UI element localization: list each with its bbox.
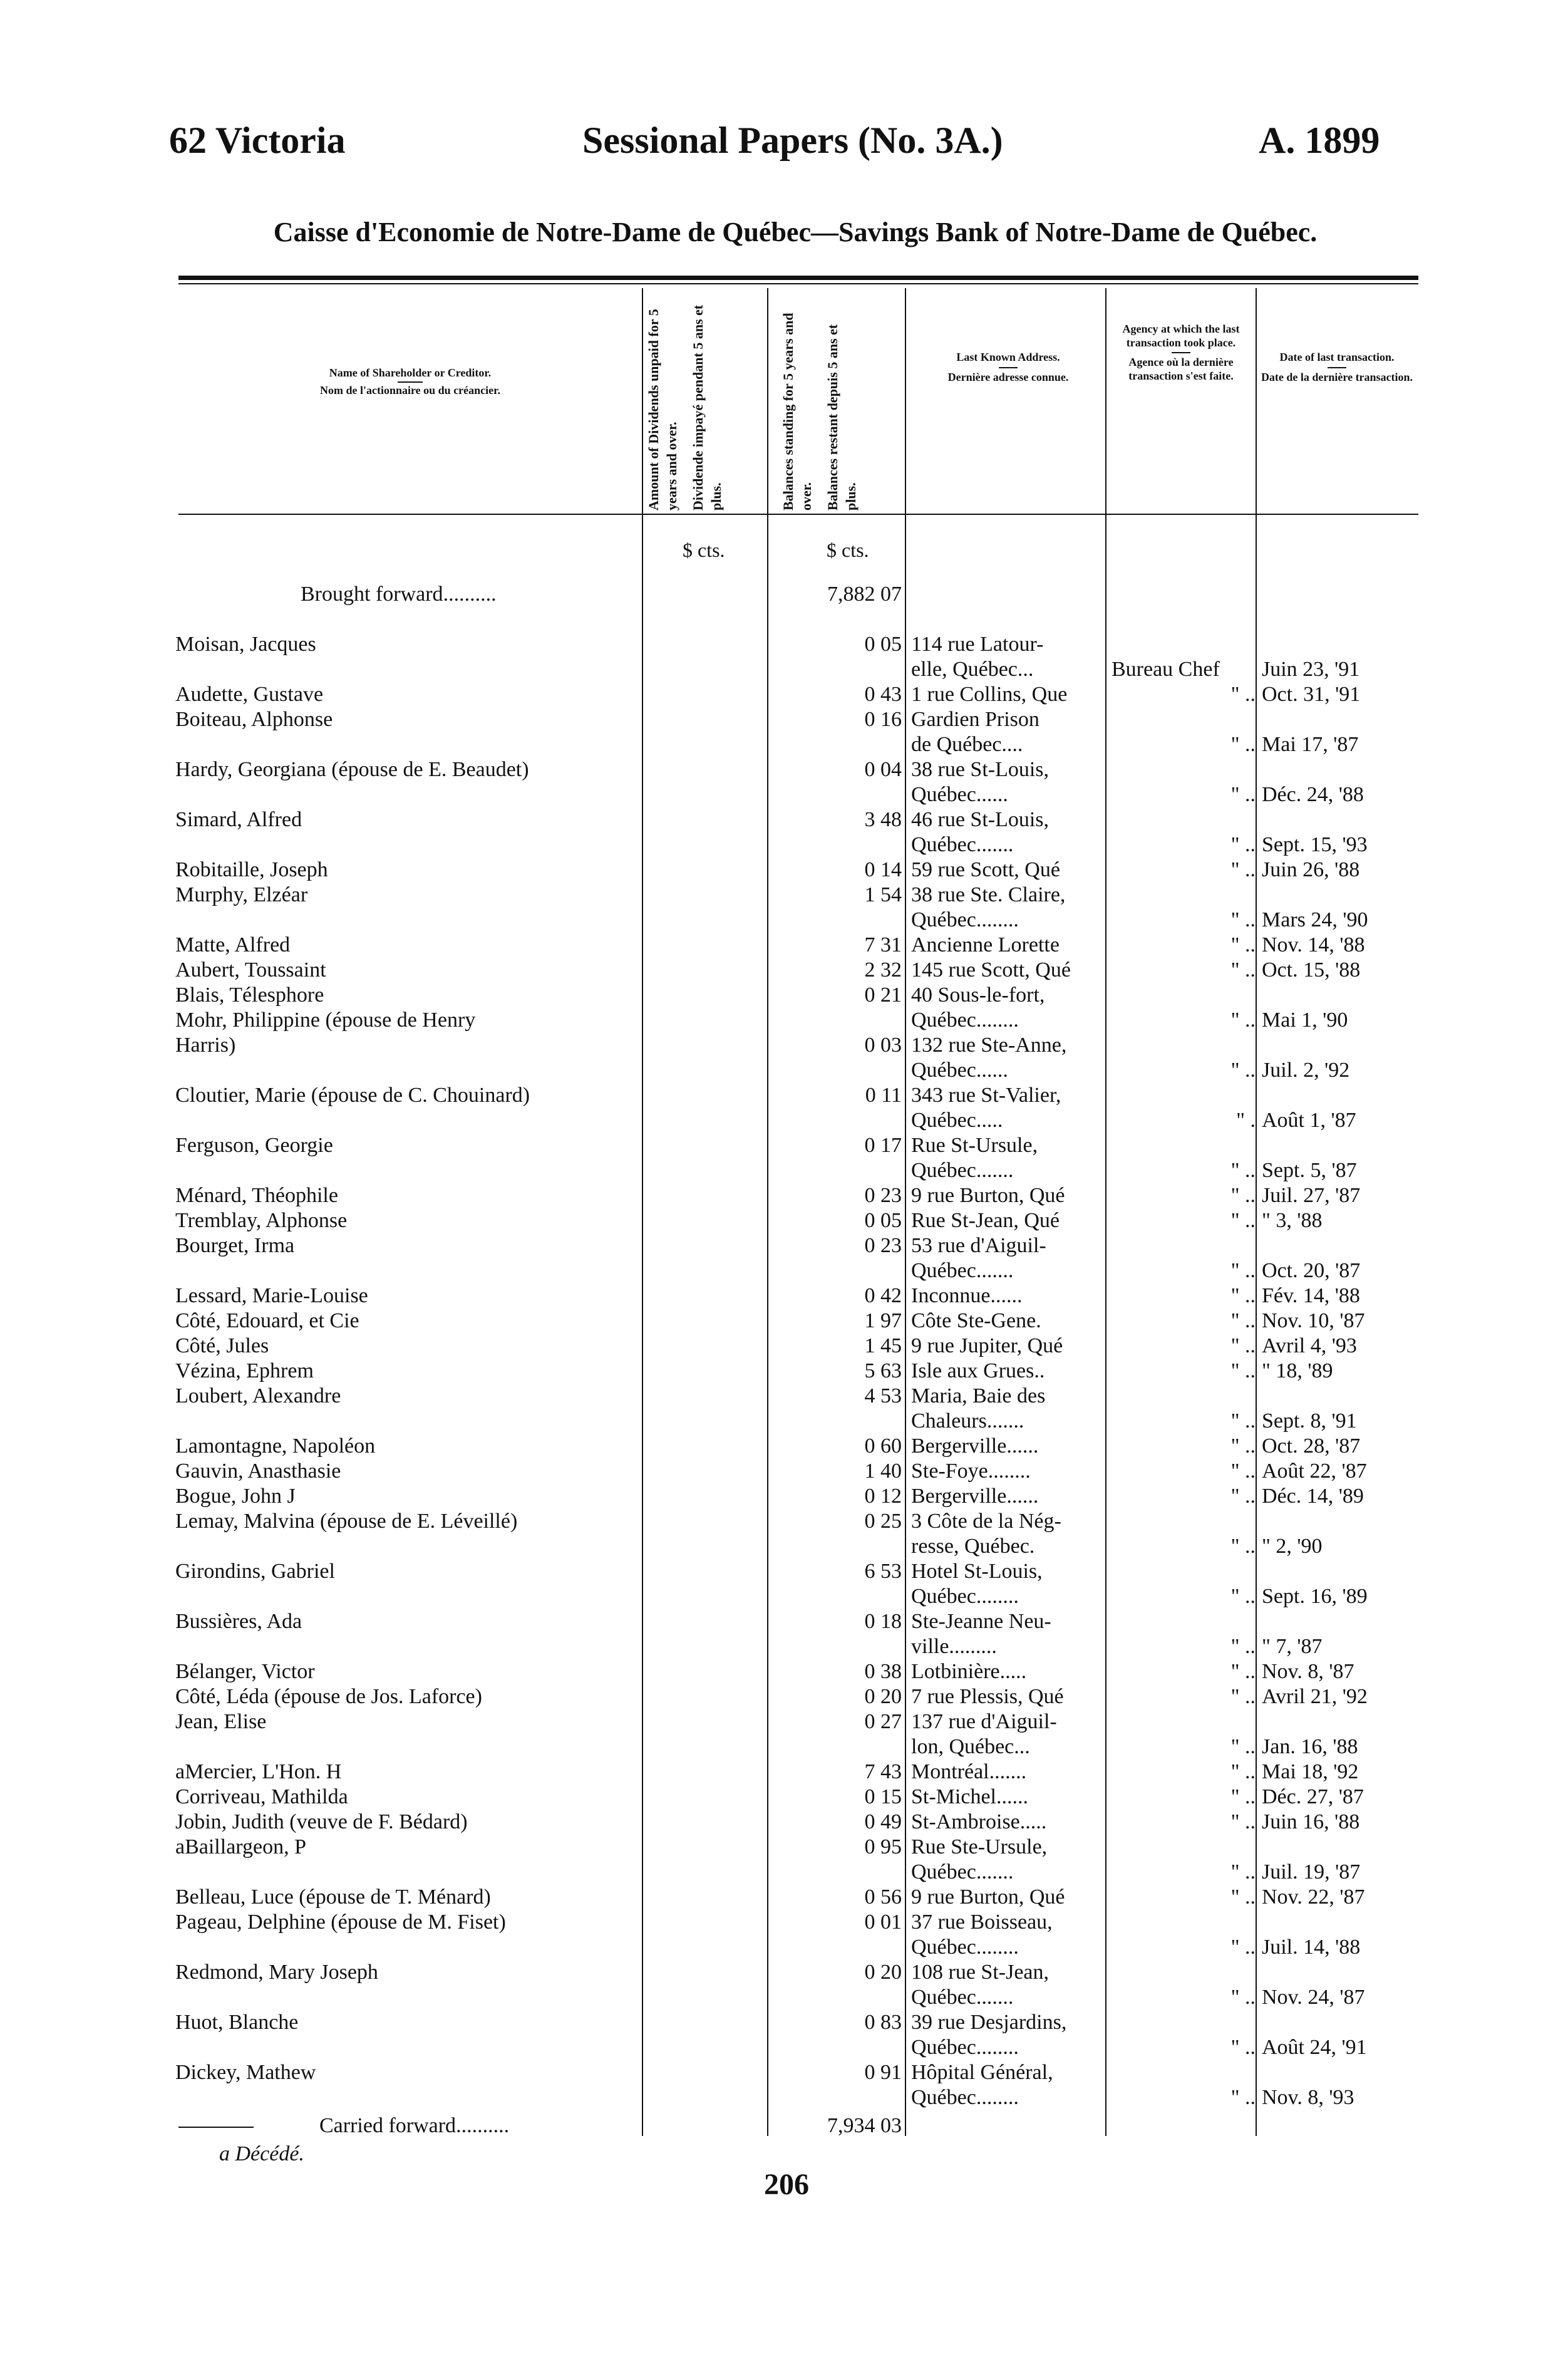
column-divider: [1105, 288, 1106, 2136]
row-amount: 1 54: [864, 883, 902, 906]
address-line: Québec......: [911, 1059, 1008, 1082]
brought-forward-label: [301, 583, 497, 606]
col-agency-en: Agency at which the last transaction took place.: [1122, 323, 1240, 349]
transaction-date: Juin 16, '88: [1262, 1810, 1360, 1833]
agency-cell: " ..: [1230, 1209, 1256, 1232]
transaction-date: Juil. 14, '88: [1262, 1936, 1361, 1959]
row-amount: 0 05: [864, 633, 902, 656]
row-name: aMercier, L'Hon. H: [175, 1760, 342, 1783]
address-line: Rue St-Jean, Qué: [911, 1209, 1060, 1232]
address-line: Bergerville......: [911, 1434, 1039, 1458]
row-amount: 0 95: [864, 1835, 902, 1858]
address-line: 39 rue Desjardins,: [911, 2011, 1067, 2034]
agency-cell: " ..: [1230, 1184, 1256, 1207]
row-name: Cloutier, Marie (épouse de C. Chouinard): [175, 1084, 530, 1107]
row-name: Murphy, Elzéar: [175, 883, 308, 906]
address-line: 108 rue St-Jean,: [911, 1961, 1050, 1984]
address-line: Québec......: [911, 783, 1008, 806]
carried-forward-text: Carried forward: [319, 2114, 456, 2137]
row-amount: 0 03: [864, 1034, 902, 1057]
row-amount: 0 12: [864, 1485, 902, 1508]
address-line: Québec.......: [911, 1986, 1014, 2009]
address-line: 145 rue Scott, Qué: [911, 958, 1071, 982]
transaction-date: Juil. 27, '87: [1262, 1184, 1361, 1207]
address-line: 38 rue Ste. Claire,: [911, 883, 1066, 906]
address-line: Ste-Jeanne Neu-: [911, 1610, 1051, 1633]
col-addr-fr: Dernière adresse connue.: [947, 370, 1069, 383]
address-line: Isle aux Grues..: [911, 1359, 1045, 1382]
row-amount: 0 20: [864, 1685, 902, 1708]
header-center: Sessional Papers (No. 3A.): [582, 120, 1003, 161]
row-amount: 0 25: [864, 1510, 902, 1533]
row-amount: 0 14: [864, 858, 902, 881]
address-line: 53 rue d'Aiguil-: [911, 1234, 1046, 1257]
transaction-date: Août 22, '87: [1262, 1459, 1367, 1483]
address-line: 1 rue Collins, Que: [911, 683, 1068, 706]
carried-forward-label: [319, 2114, 509, 2138]
row-amount: 0 83: [864, 2011, 902, 2034]
page-header: [169, 119, 1396, 169]
agency-cell: " ..: [1230, 1334, 1256, 1357]
address-line: Maria, Baie des: [911, 1384, 1046, 1407]
row-name: Bourget, Irma: [175, 1234, 295, 1257]
row-amount: 0 91: [864, 2061, 902, 2084]
col-div-en: Amount of Dividends unpaid for 5 years and over.: [646, 309, 679, 511]
address-line: 343 rue St-Valier,: [911, 1084, 1061, 1107]
header-right: A. 1899: [1259, 120, 1380, 161]
row-amount: 7 31: [864, 933, 902, 956]
col-agency-header: [1108, 323, 1254, 383]
row-amount: 4 53: [864, 1384, 902, 1407]
footnote: a Décédé.: [219, 2142, 304, 2165]
agency-cell: " ..: [1230, 1660, 1256, 1683]
row-name: Loubert, Alexandre: [175, 1384, 341, 1407]
row-name: Robitaille, Joseph: [175, 858, 328, 881]
row-amount: 2 32: [864, 958, 902, 982]
address-line: Inconnue......: [911, 1284, 1023, 1307]
address-line: St-Michel......: [911, 1785, 1028, 1808]
agency-cell: " ..: [1230, 1936, 1256, 1959]
address-line: 37 rue Boisseau,: [911, 1910, 1053, 1934]
address-line: 3 Côte de la Nég-: [911, 1510, 1061, 1533]
address-line: Québec........: [911, 908, 1019, 931]
row-amount: 0 56: [864, 1885, 902, 1909]
agency-cell: " ..: [1230, 933, 1256, 956]
row-amount: 0 21: [864, 983, 902, 1007]
transaction-date: Sept. 8, '91: [1262, 1409, 1357, 1433]
row-amount: 0 38: [864, 1660, 902, 1683]
divider: [398, 381, 423, 383]
carried-rule: [178, 2127, 254, 2128]
transaction-date: Nov. 8, '87: [1262, 1660, 1354, 1683]
agency-cell: " ..: [1230, 1735, 1256, 1758]
row-amount: 0 05: [864, 1209, 902, 1232]
row-name: Hardy, Georgiana (épouse de E. Beaudet): [175, 758, 529, 781]
agency-cell: " ..: [1230, 958, 1256, 982]
row-name: Lamontagne, Napoléon: [175, 1434, 376, 1458]
row-amount: 3 48: [864, 808, 902, 831]
row-amount: 1 97: [864, 1309, 902, 1332]
row-name: Belleau, Luce (épouse de T. Ménard): [175, 1885, 491, 1909]
row-name: Harris): [175, 1034, 236, 1057]
row-amount: 0 04: [864, 758, 902, 781]
row-name: Côté, Léda (épouse de Jos. Laforce): [175, 1685, 482, 1708]
address-line: Hôpital Général,: [911, 2061, 1053, 2084]
transaction-date: Oct. 20, '87: [1262, 1259, 1361, 1282]
agency-cell: " ..: [1230, 2036, 1256, 2059]
agency-cell: " ..: [1230, 1685, 1256, 1708]
address-line: Québec.......: [911, 1860, 1014, 1884]
row-name: Ferguson, Georgie: [175, 1134, 333, 1157]
agency-cell: " ..: [1230, 833, 1256, 856]
row-name: Girondins, Gabriel: [175, 1560, 335, 1583]
address-line: ville.........: [911, 1635, 997, 1658]
col-name-en: Name of Shareholder or Creditor.: [329, 366, 492, 379]
agency-cell: " ..: [1230, 733, 1256, 756]
row-name: Audette, Gustave: [175, 683, 324, 706]
address-line: Québec.......: [911, 1159, 1014, 1182]
transaction-date: Mars 24, '90: [1262, 908, 1368, 931]
row-name: Lemay, Malvina (épouse de E. Léveillé): [175, 1510, 518, 1533]
transaction-date: Juil. 2, '92: [1262, 1059, 1350, 1082]
row-name: Redmond, Mary Joseph: [175, 1961, 378, 1984]
agency-cell: " ..: [1230, 1485, 1256, 1508]
transaction-date: Oct. 15, '88: [1262, 958, 1361, 982]
agency-cell: " ..: [1230, 1459, 1256, 1483]
leader-dots: ..........: [456, 2114, 510, 2137]
row-name: Bogue, John J: [175, 1485, 296, 1508]
address-line: Québec.....: [911, 1109, 1003, 1132]
row-name: Bussières, Ada: [175, 1610, 302, 1633]
address-line: 40 Sous-le-fort,: [911, 983, 1045, 1007]
row-name: Dickey, Mathew: [175, 2061, 316, 2084]
transaction-date: Nov. 22, '87: [1262, 1885, 1365, 1909]
address-line: 7 rue Plessis, Qué: [911, 1685, 1064, 1708]
agency-cell: " ..: [1230, 1635, 1256, 1658]
agency-cell: " ..: [1230, 1760, 1256, 1783]
col-bal-fr: Balances restant depuis 5 ans et plus.: [825, 324, 859, 511]
row-name: Vézina, Ephrem: [175, 1359, 314, 1382]
transaction-date: Août 24, '91: [1262, 2036, 1367, 2059]
address-line: de Québec....: [911, 733, 1023, 756]
col-addr-header: [914, 351, 1102, 384]
transaction-date: Avril 21, '92: [1262, 1685, 1368, 1708]
row-amount: 0 60: [864, 1434, 902, 1458]
address-line: Québec........: [911, 1936, 1019, 1959]
col-date-en: Date of last transaction.: [1279, 351, 1395, 363]
address-line: Québec........: [911, 2086, 1019, 2109]
transaction-date: Mai 18, '92: [1262, 1760, 1359, 1783]
transaction-date: Nov. 10, '87: [1262, 1309, 1365, 1332]
address-line: lon, Québec...: [911, 1735, 1030, 1758]
transaction-date: Déc. 24, '88: [1262, 783, 1364, 806]
row-amount: 0 49: [864, 1810, 902, 1833]
row-name: Pageau, Delphine (épouse de M. Fiset): [175, 1910, 506, 1934]
address-line: Montréal.......: [911, 1760, 1027, 1783]
address-line: Rue St-Ursule,: [911, 1134, 1038, 1157]
address-line: Hotel St-Louis,: [911, 1560, 1043, 1583]
agency-cell: " ..: [1230, 908, 1256, 931]
carried-forward-amount: 7,934 03: [827, 2114, 902, 2137]
agency-cell: " ..: [1230, 683, 1256, 706]
address-line: 114 rue Latour-: [911, 633, 1044, 656]
agency-cell: " ..: [1230, 1059, 1256, 1082]
transaction-date: " 3, '88: [1262, 1209, 1323, 1232]
address-line: Côte Ste-Gene.: [911, 1309, 1041, 1332]
transaction-date: Nov. 8, '93: [1262, 2086, 1354, 2109]
row-amount: 0 16: [864, 708, 902, 731]
address-line: Québec........: [911, 1585, 1019, 1608]
address-line: 38 rue St-Louis,: [911, 758, 1050, 781]
col-bal-header: [780, 298, 860, 511]
agency-cell: " ..: [1230, 1259, 1256, 1282]
col-div-header: [645, 298, 725, 511]
header-rule: [178, 514, 1418, 515]
top-rule: [178, 276, 1418, 280]
address-line: 9 rue Jupiter, Qué: [911, 1334, 1063, 1357]
transaction-date: " 7, '87: [1262, 1635, 1323, 1658]
transaction-date: Sept. 16, '89: [1262, 1585, 1368, 1608]
row-amount: 1 40: [864, 1459, 902, 1483]
agency-cell: " ..: [1230, 1810, 1256, 1833]
row-amount: 0 27: [864, 1710, 902, 1733]
address-line: Québec.......: [911, 1259, 1014, 1282]
address-line: Ancienne Lorette: [911, 933, 1060, 956]
address-line: Chaleurs.......: [911, 1409, 1024, 1433]
address-line: elle, Québec...: [911, 658, 1034, 681]
col-bal-en: Balances standing for 5 years and over.: [780, 313, 814, 511]
transaction-date: Déc. 27, '87: [1262, 1785, 1364, 1808]
page-number: 206: [764, 2168, 809, 2201]
transaction-date: Mai 17, '87: [1262, 733, 1359, 756]
address-line: Gardien Prison: [911, 708, 1039, 731]
agency-cell: " ..: [1230, 1159, 1256, 1182]
agency-cell: " ..: [1230, 1885, 1256, 1909]
row-amount: 0 42: [864, 1284, 902, 1307]
divider: [1328, 367, 1346, 368]
address-line: Ste-Foye........: [911, 1459, 1031, 1483]
row-name: Corriveau, Mathilda: [175, 1785, 348, 1808]
transaction-date: Nov. 14, '88: [1262, 933, 1365, 956]
transaction-date: Juin 23, '91: [1262, 658, 1360, 681]
top-rule-thin: [178, 283, 1418, 284]
address-line: 59 rue Scott, Qué: [911, 858, 1060, 881]
header-left: 62 Victoria: [169, 120, 346, 161]
agency-cell: " ..: [1230, 783, 1256, 806]
agency-cell: " ..: [1230, 1284, 1256, 1307]
row-name: Côté, Edouard, et Cie: [175, 1309, 359, 1332]
row-amount: 0 01: [864, 1910, 902, 1934]
row-amount: 0 18: [864, 1610, 902, 1633]
row-name: Bélanger, Victor: [175, 1660, 315, 1683]
col-date-header: [1259, 351, 1415, 384]
agency-cell: " ..: [1230, 1008, 1256, 1032]
address-line: resse, Québec.: [911, 1535, 1035, 1558]
row-amount: 7 43: [864, 1760, 902, 1783]
agency-cell: " ..: [1230, 1585, 1256, 1608]
units-div: $ cts.: [683, 539, 725, 561]
transaction-date: Sept. 15, '93: [1262, 833, 1368, 856]
row-name: Tremblay, Alphonse: [175, 1209, 348, 1232]
divider: [1172, 352, 1190, 353]
row-name: aBaillargeon, P: [175, 1835, 306, 1858]
transaction-date: " 2, '90: [1262, 1535, 1323, 1558]
col-div-fr: Dividende impayé pendant 5 ans et plus.: [690, 304, 724, 511]
transaction-date: Nov. 24, '87: [1262, 1986, 1365, 2009]
agency-cell: " ..: [1230, 1860, 1256, 1884]
brought-forward-amount: 7,882 07: [827, 583, 902, 606]
row-amount: 5 63: [864, 1359, 902, 1382]
transaction-date: Juin 26, '88: [1262, 858, 1360, 881]
row-name: Matte, Alfred: [175, 933, 291, 956]
row-name: Lessard, Marie-Louise: [175, 1284, 368, 1307]
row-name: Blais, Télesphore: [175, 983, 324, 1007]
transaction-date: Oct. 28, '87: [1262, 1434, 1361, 1458]
agency-cell: " ..: [1230, 1434, 1256, 1458]
address-line: 46 rue St-Louis,: [911, 808, 1050, 831]
transaction-date: Juil. 19, '87: [1262, 1860, 1361, 1884]
agency-cell: " ..: [1230, 1309, 1256, 1332]
row-name: Jean, Elise: [175, 1710, 267, 1733]
transaction-date: Déc. 14, '89: [1262, 1485, 1364, 1508]
address-line: 137 rue d'Aiguil-: [911, 1710, 1057, 1733]
row-amount: 0 17: [864, 1134, 902, 1157]
col-name-header: [182, 366, 639, 397]
row-amount: 0 43: [864, 683, 902, 706]
agency-cell: " .: [1236, 1109, 1256, 1132]
column-divider: [905, 288, 906, 2136]
transaction-date: Sept. 5, '87: [1262, 1159, 1357, 1182]
address-line: Bergerville......: [911, 1485, 1039, 1508]
document-title: Caisse d'Economie de Notre-Dame de Québec—Savings Bank of Notre-Dame de Québec.: [273, 217, 1318, 247]
transaction-date: Août 1, '87: [1262, 1109, 1356, 1132]
divider: [999, 367, 1018, 368]
agency-cell: " ..: [1230, 1409, 1256, 1433]
address-line: 9 rue Burton, Qué: [911, 1184, 1065, 1207]
address-line: Québec.......: [911, 833, 1014, 856]
row-name: Côté, Jules: [175, 1334, 269, 1357]
row-amount: 0 11: [865, 1084, 902, 1107]
row-name: Moisan, Jacques: [175, 633, 316, 656]
address-line: Lotbinière.....: [911, 1660, 1027, 1683]
transaction-date: Jan. 16, '88: [1262, 1735, 1358, 1758]
brought-forward-text: Brought forward: [301, 583, 443, 606]
agency-cell: " ..: [1230, 1535, 1256, 1558]
agency-cell: " ..: [1230, 1986, 1256, 2009]
transaction-date: Oct. 31, '91: [1262, 683, 1361, 706]
row-amount: 0 23: [864, 1234, 902, 1257]
address-line: Québec........: [911, 2036, 1019, 2059]
row-name: Ménard, Théophile: [175, 1184, 338, 1207]
agency-cell: " ..: [1230, 1359, 1256, 1382]
address-line: 9 rue Burton, Qué: [911, 1885, 1065, 1909]
address-line: 132 rue Ste-Anne,: [911, 1034, 1067, 1057]
row-name: Aubert, Toussaint: [175, 958, 326, 982]
row-name: Jobin, Judith (veuve de F. Bédard): [175, 1810, 468, 1833]
col-date-fr: Date de la dernière transaction.: [1261, 370, 1413, 383]
row-amount: 0 23: [864, 1184, 902, 1207]
agency-cell: Bureau Chef: [1112, 658, 1220, 681]
col-name-fr: Nom de l'actionnaire ou du créancier.: [320, 383, 500, 397]
transaction-date: Mai 1, '90: [1262, 1008, 1348, 1032]
column-divider: [1256, 288, 1257, 2136]
col-agency-fr: Agence où la dernière transaction s'est faite.: [1128, 356, 1234, 382]
row-amount: 6 53: [864, 1560, 902, 1583]
address-line: St-Ambroise.....: [911, 1810, 1047, 1833]
agency-cell: " ..: [1230, 858, 1256, 881]
transaction-date: " 18, '89: [1262, 1359, 1333, 1382]
address-line: Rue Ste-Ursule,: [911, 1835, 1048, 1858]
row-name: Gauvin, Anasthasie: [175, 1459, 341, 1483]
row-name: Huot, Blanche: [175, 2011, 299, 2034]
agency-cell: " ..: [1230, 2086, 1256, 2109]
units-bal: $ cts.: [827, 539, 869, 561]
leader-dots: ..........: [443, 583, 497, 606]
col-addr-en: Last Known Address.: [956, 351, 1060, 363]
transaction-date: Fév. 14, '88: [1262, 1284, 1360, 1307]
column-divider: [767, 288, 768, 2136]
transaction-date: Avril 4, '93: [1262, 1334, 1357, 1357]
address-line: Québec........: [911, 1008, 1019, 1032]
row-amount: 0 15: [864, 1785, 902, 1808]
row-name: Boiteau, Alphonse: [175, 708, 333, 731]
row-amount: 1 45: [864, 1334, 902, 1357]
agency-cell: " ..: [1230, 1785, 1256, 1808]
row-amount: 0 20: [864, 1961, 902, 1984]
row-name: Simard, Alfred: [175, 808, 302, 831]
row-name: Mohr, Philippine (épouse de Henry: [175, 1008, 476, 1032]
